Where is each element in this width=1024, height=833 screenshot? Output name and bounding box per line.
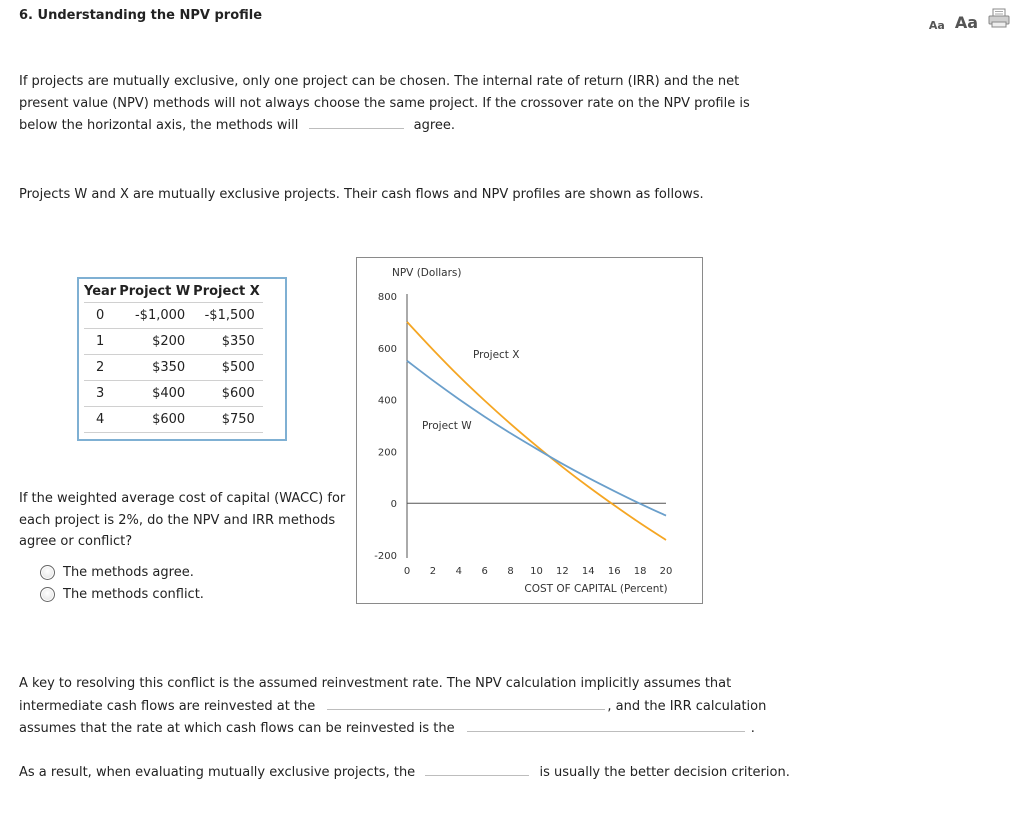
reinvestment-text-3: . — [750, 721, 755, 736]
table-cell: $200 — [119, 329, 193, 355]
table-cell: $350 — [193, 329, 263, 355]
table-header-row — [84, 282, 263, 303]
conclusion-text-2: is usually the better decision criterion. — [539, 765, 790, 780]
y-tick-label: -200 — [374, 551, 397, 562]
y-tick-label: 200 — [377, 447, 397, 459]
table-row — [84, 303, 263, 329]
print-icon[interactable] — [988, 8, 1010, 32]
column-header: Project X — [193, 282, 263, 303]
npv-reinvestment-dropdown[interactable] — [327, 695, 605, 710]
crossover-agree-dropdown[interactable] — [309, 114, 404, 129]
radio-label: The methods agree. — [63, 565, 194, 580]
radio-option-conflict[interactable] — [40, 587, 204, 602]
table-cell: -$1,000 — [119, 303, 193, 329]
x-tick-label: 18 — [633, 566, 647, 577]
page-title: 6. Understanding the NPV profile — [19, 8, 263, 23]
projects-intro: Projects W and X are mutually exclusive projects. Their cash flows and NPV profiles are shown as follows. — [19, 187, 704, 202]
y-tick-label: 800 — [377, 292, 397, 303]
font-size-large-button[interactable]: Aa — [954, 13, 978, 32]
project-w-label: Project W — [422, 420, 472, 432]
table-cell: -$1,500 — [193, 303, 263, 329]
x-tick-label: 6 — [481, 566, 488, 577]
project-w-line — [407, 361, 666, 516]
table-cell: $400 — [119, 381, 193, 407]
project-x-label: Project X — [473, 349, 520, 361]
x-tick-label: 0 — [403, 566, 411, 577]
table-cell: $750 — [193, 407, 263, 433]
cash-flow-table — [77, 277, 287, 441]
table-cell: 4 — [84, 407, 119, 433]
reinvestment-text-1: A key to resolving this conflict is the assumed reinvestment rate. The NPV calculation implicitly assumes that intermediate cash flows are reinvested at the — [19, 676, 732, 714]
reinvestment-text-2: , and the IRR calculation assumes that the rate at which cash flows can be reinvested is the — [19, 698, 767, 736]
radio-option-agree[interactable] — [40, 565, 194, 580]
conclusion-paragraph — [19, 761, 819, 784]
x-tick-label: 10 — [530, 566, 543, 577]
npv-chart-svg — [357, 258, 702, 603]
x-tick-label: 4 — [455, 566, 462, 577]
column-header: Year — [84, 282, 119, 303]
table-cell: 0 — [84, 303, 119, 329]
x-tick-label: 20 — [659, 566, 673, 577]
irr-reinvestment-dropdown[interactable] — [467, 717, 745, 732]
radio-button[interactable] — [40, 565, 55, 580]
table-row — [84, 355, 263, 381]
radio-label: The methods conflict. — [63, 587, 204, 602]
npv-profile-chart — [356, 257, 703, 604]
table-cell: 1 — [84, 329, 119, 355]
table-cell: $500 — [193, 355, 263, 381]
chart-title: NPV (Dollars) — [392, 267, 462, 279]
wacc-question: If the weighted average cost of capital (WACC) for each project is 2%, do the NPV and IRR methods agree or conflict? — [19, 491, 346, 549]
column-header: Project W — [119, 282, 193, 303]
y-tick-label: 0 — [390, 499, 397, 511]
table-cell: 2 — [84, 355, 119, 381]
conclusion-text-1: As a result, when evaluating mutually exclusive projects, the — [19, 765, 416, 780]
intro-text: If projects are mutually exclusive, only one project can be chosen. The internal rate of return (IRR) and the net present value (NPV) methods will not always choose the same project. If the crossover rate on the NPV profile is below the horizontal axis, the methods will — [19, 74, 750, 133]
toolbar — [929, 8, 1010, 32]
y-tick-label: 600 — [377, 343, 397, 355]
y-tick-label: 400 — [377, 395, 397, 407]
table-cell: $600 — [193, 381, 263, 407]
x-tick-label: 16 — [607, 566, 621, 577]
table-cell: $350 — [119, 355, 193, 381]
x-tick-label: 2 — [429, 566, 437, 577]
decision-criterion-dropdown[interactable] — [425, 761, 529, 776]
table-row — [84, 407, 263, 433]
table-row — [84, 329, 263, 355]
table-row — [84, 381, 263, 407]
x-tick-label: 14 — [581, 566, 595, 577]
font-size-small-button[interactable]: Aa — [928, 19, 945, 32]
reinvestment-paragraph — [19, 673, 799, 740]
radio-button[interactable] — [40, 587, 55, 602]
intro-paragraph — [19, 71, 779, 137]
x-tick-label: 12 — [556, 566, 569, 577]
table-cell: 3 — [84, 381, 119, 407]
x-axis-label: COST OF CAPITAL (Percent) — [524, 583, 668, 595]
x-tick-label: 8 — [507, 566, 514, 577]
table-cell: $600 — [119, 407, 193, 433]
intro-text-after: agree. — [413, 118, 456, 133]
